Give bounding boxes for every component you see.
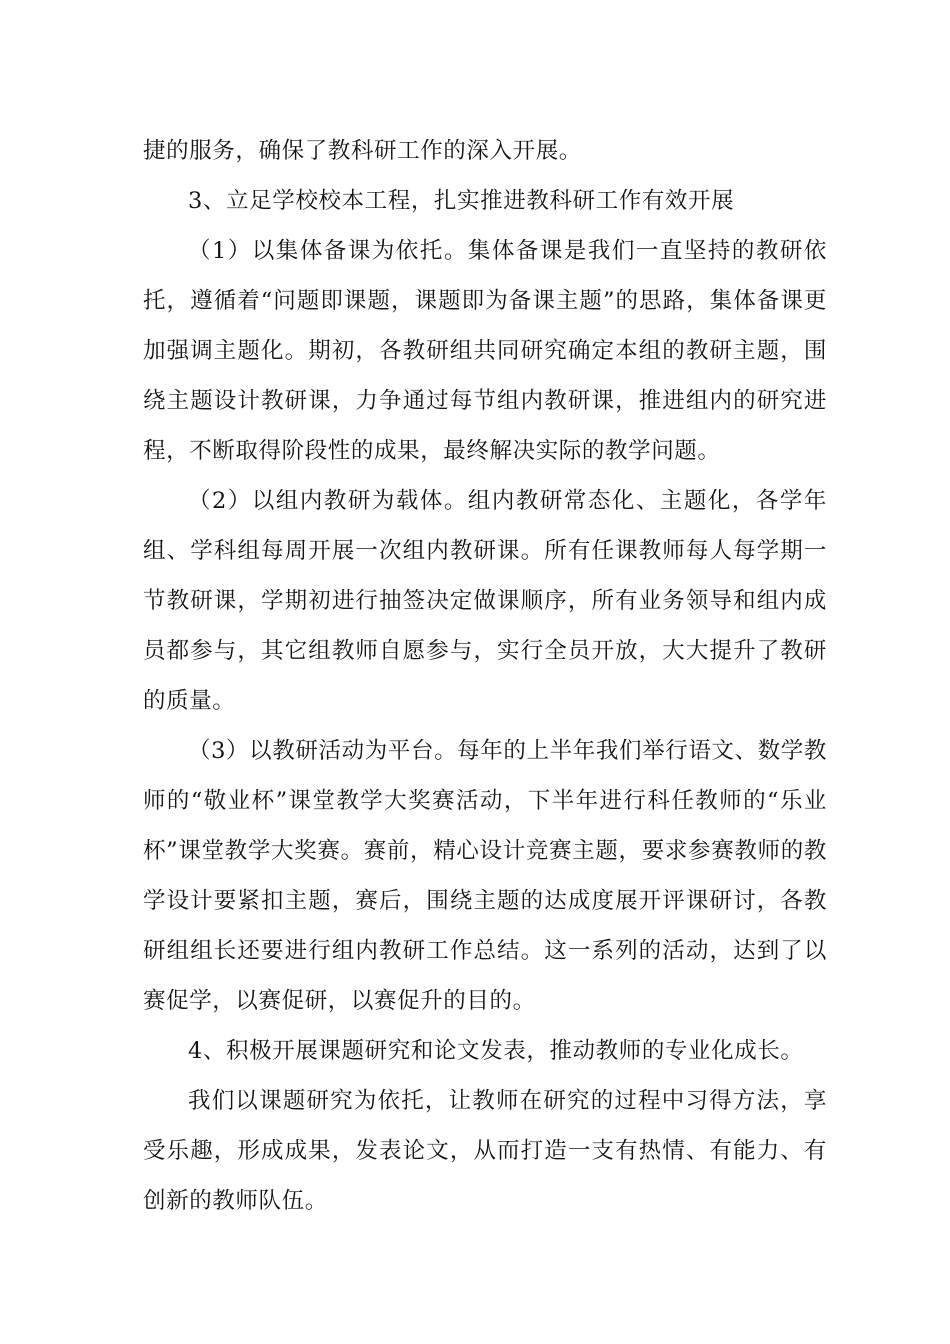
paragraph-continuation: 捷的服务，确保了教科研工作的深入开展。	[143, 138, 582, 164]
section-heading-4: 4、积极开展课题研究和论文发表，推动教师的专业化成长。	[188, 1038, 804, 1064]
paragraph-item-2: （2）以组内教研为载体。组内教研常态化、主题化，各学年组、学科组每周开展一次组内教研课。所有任课教师每人每学期一节教研课，学期初进行抽签决定做课顺序，所有业务领导和组内成员都参与，其它组教师自愿参与，实行全员开放，大大提升了教研的质量。	[143, 488, 827, 714]
paragraph-item-3: （3）以教研活动为平台。每年的上半年我们举行语文、数学教师的“敬业杯”课堂教学大奖赛活动，下半年进行科任教师的“乐业杯”课堂教学大奖赛。赛前，精心设计竞赛主题，要求参赛教师的教学设计要紧扣主题，赛后，围绕主题的达成度展开评课研讨，各教研组组长还要进行组内教研工作总结。这一系列的活动，达到了以赛促学，以赛促研，以赛促升的目的。	[143, 738, 827, 1014]
paragraph-item-1: （1）以集体备课为依托。集体备课是我们一直坚持的教研依托，遵循着“问题即课题，课题即为备课主题”的思路，集体备课更加强调主题化。期初，各教研组共同研究确定本组的教研主题，围绕主题设计教研课，力争通过每节组内教研课，推进组内的研究进程，不断取得阶段性的成果，最终解决实际的教学问题。	[143, 238, 827, 464]
section-heading-3: 3、立足学校校本工程，扎实推进教科研工作有效开展	[188, 188, 735, 214]
document-body	[143, 126, 827, 1226]
paragraph-research: 我们以课题研究为依托，让教师在研究的过程中习得方法，享受乐趣，形成成果，发表论文，从而打造一支有热情、有能力、有创新的教师队伍。	[143, 1088, 827, 1214]
